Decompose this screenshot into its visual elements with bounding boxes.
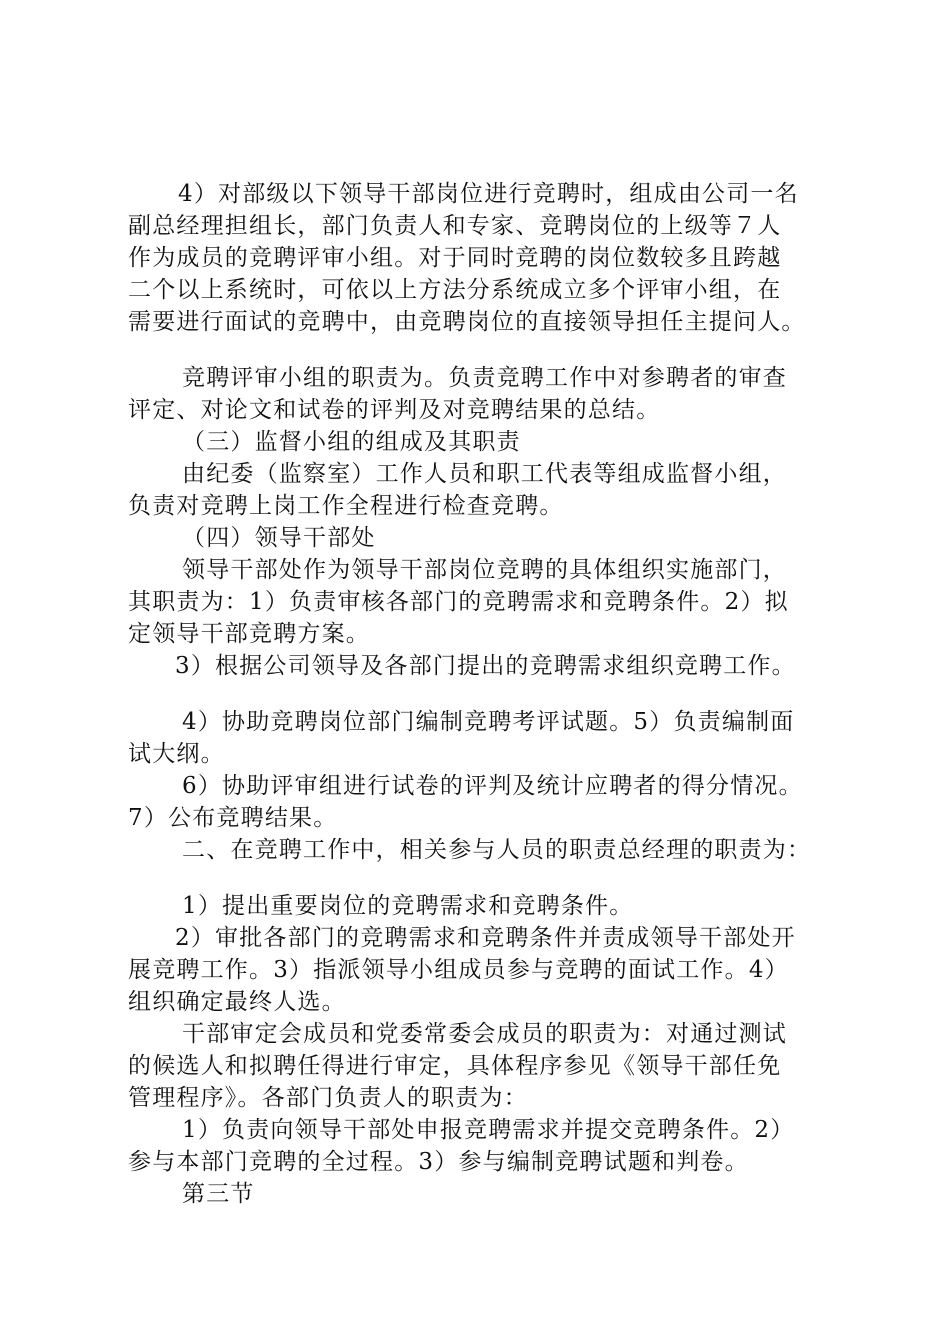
section-heading: （四）领导干部处 (182, 525, 376, 551)
text-line: 由纪委（监察室）工作人员和职工代表等组成监督小组， (182, 461, 787, 487)
text-line: 1）提出重要岗位的竞聘需求和竞聘条件。 (182, 893, 634, 919)
text-line: 竞聘评审小组的职责为。负责竞聘工作中对参聘者的审查 (182, 365, 787, 391)
text-line: 4）协助竞聘岗位部门编制竞聘考评试题。5）负责编制面 (182, 709, 795, 735)
text-line: 评定、对论文和试卷的评判及对竞聘结果的总结。 (128, 397, 661, 423)
text-line: 负责对竞聘上岗工作全程进行检查竞聘。 (128, 493, 564, 519)
text-line: 副总经理担组长，部门负责人和专家、竞聘岗位的上级等７人 (128, 213, 782, 239)
text-line: 试大纲。 (128, 741, 225, 767)
section-heading: （三）监督小组的组成及其职责 (182, 429, 521, 455)
text-line: 领导干部处作为领导干部岗位竞聘的具体组织实施部门， (182, 557, 787, 583)
text-line: 干部审定会成员和党委常委会成员的职责为：对通过测试 (182, 1021, 787, 1047)
text-line: 6）协助评审组进行试卷的评判及统计应聘者的得分情况。 (182, 773, 803, 799)
text-line: 7）公布竞聘结果。 (128, 805, 338, 831)
text-line: 3）根据公司领导及各部门提出的竞聘需求组织竞聘工作。 (175, 653, 796, 679)
text-line: 其职责为：1）负责审核各部门的竞聘需求和竞聘条件。2）拟 (128, 589, 789, 615)
text-line: 作为成员的竞聘评审小组。对于同时竞聘的岗位数较多且跨越 (128, 245, 782, 271)
text-line: 二、在竞聘工作中，相关参与人员的职责总经理的职责为： (182, 837, 812, 863)
text-line: 1）负责向领导干部处申报竞聘需求并提交竞聘条件。2） (182, 1117, 795, 1143)
text-line: 定领导干部竞聘方案。 (128, 621, 370, 647)
text-line: 的候选人和拟聘任得进行审定，具体程序参见《领导干部任免 (128, 1053, 782, 1079)
text-line: 管理程序》。各部门负责人的职责为： (128, 1085, 528, 1111)
section-heading: 第三节 (182, 1181, 255, 1207)
text-line: 展竞聘工作。3）指派领导小组成员参与竞聘的面试工作。4） (128, 957, 789, 983)
text-line: 参与本部门竞聘的全过程。3）参与编制竞聘试题和判卷。 (128, 1149, 749, 1175)
text-line: 二个以上系统时，可依以上方法分系统成立多个评审小组，在 (128, 277, 782, 303)
text-line: 需要进行面试的竞聘中，由竞聘岗位的直接领导担任主提问人。 (128, 309, 806, 335)
text-line: 2）审批各部门的竞聘需求和竞聘条件并责成领导干部处开 (175, 925, 796, 951)
text-line: 组织确定最终人选。 (128, 989, 346, 1015)
text-line: 4）对部级以下领导干部岗位进行竞聘时，组成由公司一名 (178, 181, 799, 207)
